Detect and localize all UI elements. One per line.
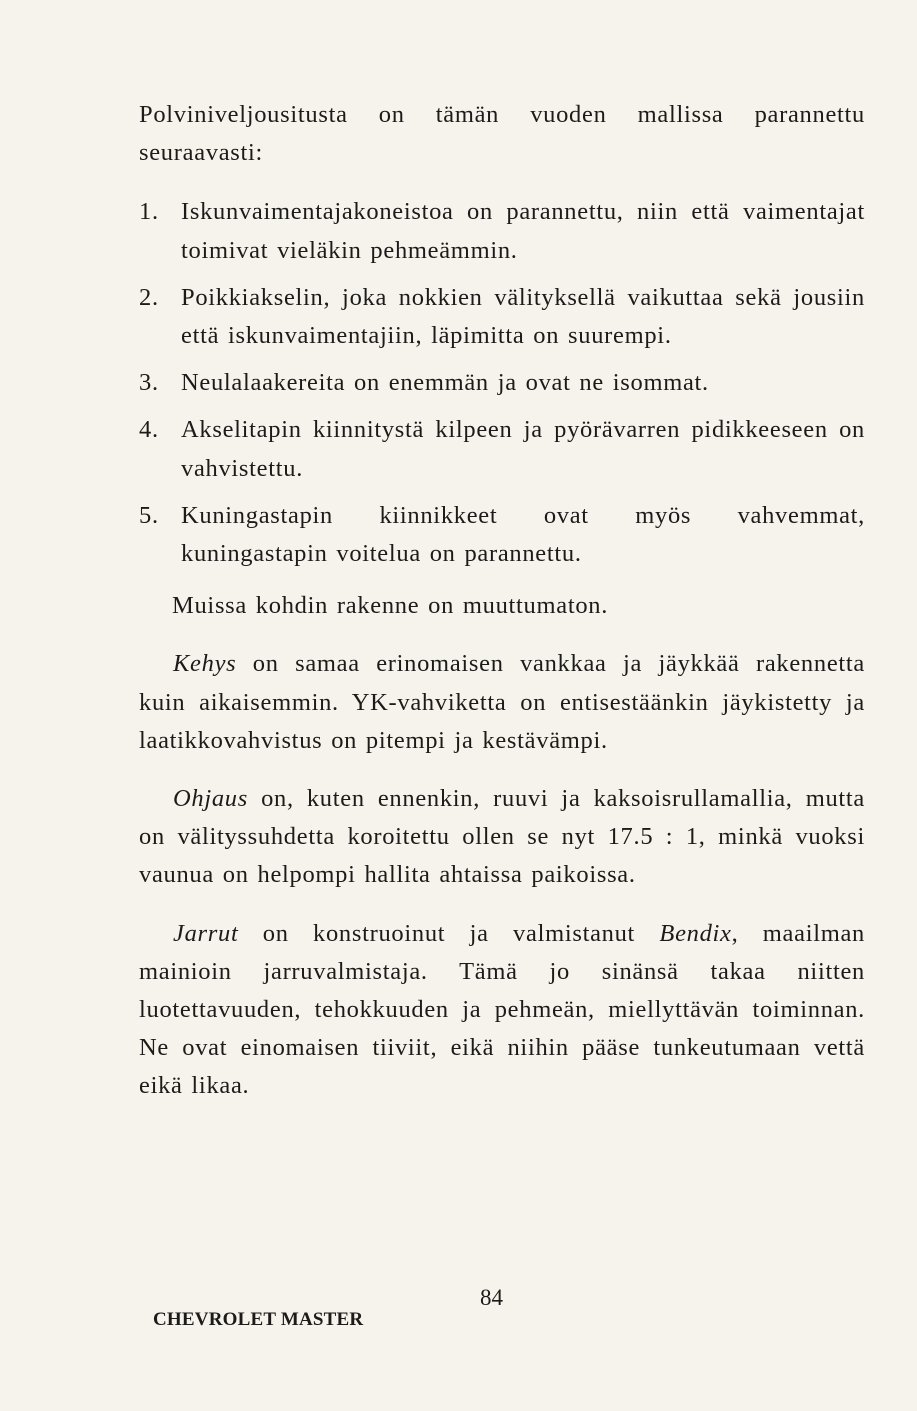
frame-paragraph bbox=[139, 645, 865, 760]
list-item-number: 2. bbox=[139, 283, 159, 311]
list-item bbox=[139, 497, 865, 573]
list-item-text: Kuningastapin kiinnikkeet ovat myös vahvemmat, kuningastapin voitelua on parannettu. bbox=[181, 501, 865, 568]
page-body bbox=[139, 96, 865, 1106]
steering-heading: Ohjaus bbox=[173, 785, 248, 813]
brand-name: CHEVROLET MASTER bbox=[153, 1309, 364, 1330]
list-item-number: 3. bbox=[139, 369, 159, 397]
list-item-text: Iskunvaimentajakoneistoa on parannettu, niin että vaimentajat toimivat vieläkin pehmeämmin. bbox=[181, 198, 865, 264]
list-item-number: 5. bbox=[139, 501, 159, 529]
list-item bbox=[139, 411, 865, 487]
closing-sentence: Muissa kohdin rakenne on muuttumaton. bbox=[172, 592, 609, 620]
brakes-heading: Jarrut bbox=[173, 919, 239, 947]
frame-heading: Kehys bbox=[173, 650, 237, 678]
brakes-paragraph bbox=[139, 915, 865, 1106]
list-item-text: Akselitapin kiinnitystä kilpeen ja pyörävarren pidikkeeseen on vahvistettu. bbox=[181, 416, 865, 482]
brakes-manufacturer: Bendix bbox=[659, 919, 732, 947]
page-footer bbox=[0, 1257, 917, 1330]
list-item bbox=[139, 193, 865, 269]
list-item-number: 1. bbox=[139, 198, 159, 226]
list-item-text: Poikkiakselin, joka nokkien välityksellä vaikuttaa sekä jousiin että iskunvaimentajiin, läpimitta on suurempi. bbox=[181, 283, 865, 350]
steering-paragraph bbox=[139, 780, 865, 895]
list-item-text: Neulalaakereita on enemmän ja ovat ne isommat. bbox=[181, 369, 709, 397]
page-number: 84 bbox=[480, 1285, 503, 1310]
improvements-list bbox=[139, 193, 865, 573]
list-item-number: 4. bbox=[139, 416, 159, 444]
brakes-text-end: , maailman mainioin jarruvalmistaja. Tämä jo sinänsä takaa niitten luotettavuuden, tehokkuuden ja pehmeän, miellyttävän toiminnan. Ne ovat einomaisen tiiviit, eikä niihin pääse tunkeutumaan vettä eikä likaa. bbox=[139, 919, 866, 1100]
intro-paragraph: Polviniveljousitusta on tämän vuoden mallissa parannettu seuraavasti: bbox=[139, 101, 865, 167]
steering-text: on, kuten ennenkin, ruuvi ja kaksoisrullamallia, mutta on välityssuhdetta koroitettu ollen se nyt 17.5 : 1, minkä vuoksi vaunua on helpompi hallita ahtaissa paikoissa. bbox=[139, 785, 865, 889]
frame-text: on samaa erinomaisen vankkaa ja jäykkää rakennetta kuin aikaisemmin. YK-vahviketta on entisestäänkin jäykistetty ja laatikkovahvistus on pitempi ja kestävämpi. bbox=[139, 650, 865, 754]
list-item bbox=[139, 364, 865, 402]
list-item bbox=[139, 279, 865, 355]
brakes-text-start: on konstruoinut ja valmistanut bbox=[238, 919, 660, 947]
